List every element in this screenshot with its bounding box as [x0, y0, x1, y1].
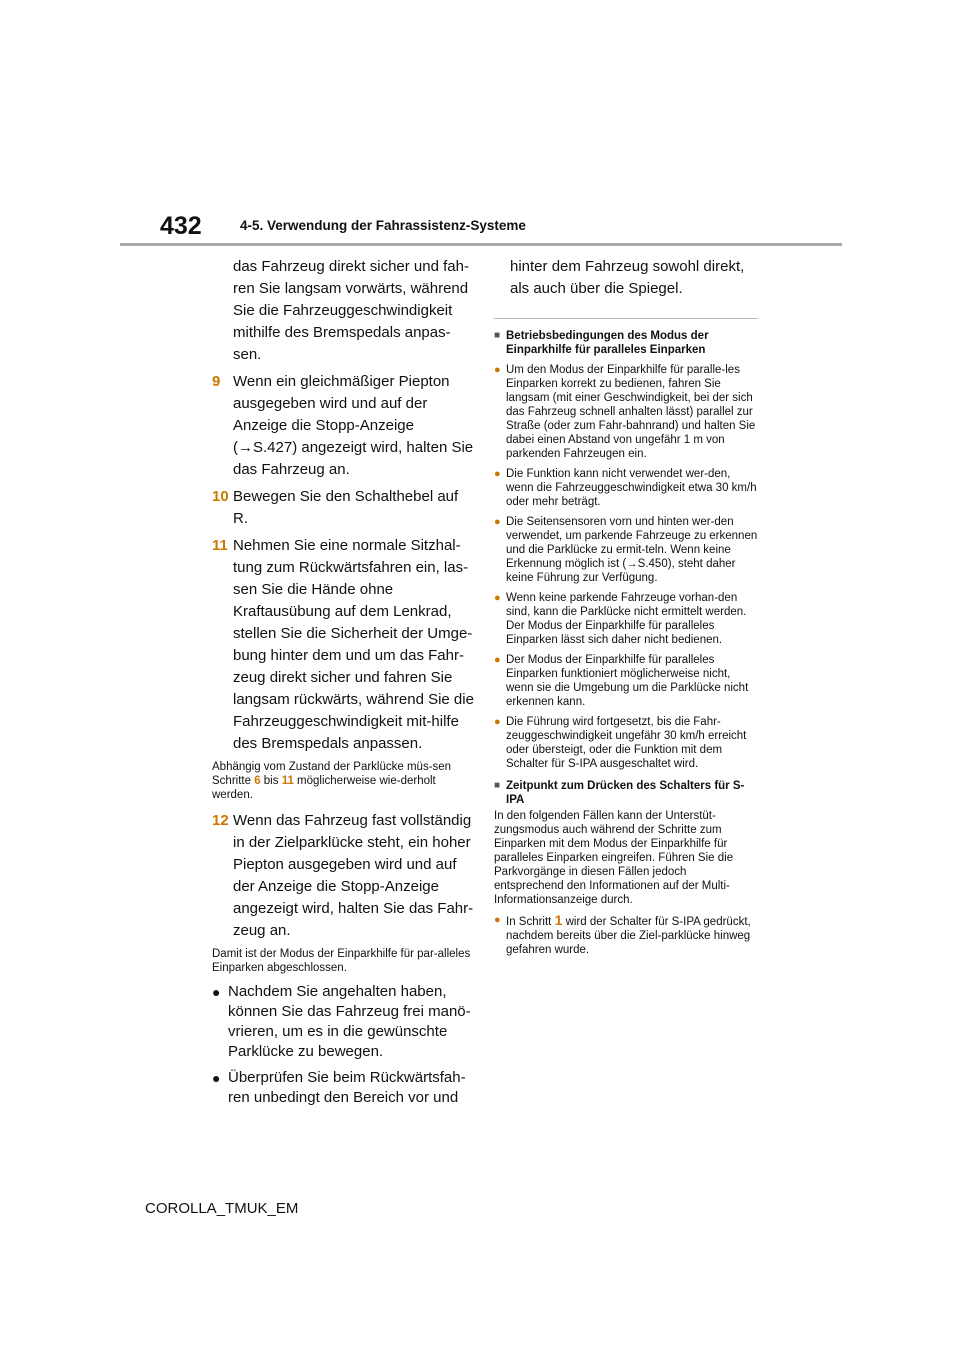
list-item: [494, 715, 758, 771]
bullet-icon: ●: [494, 516, 501, 528]
item-text: Die Führung wird fortgesetzt, bis die Fahr-zeuggeschwindigkeit ungefähr 30 km/h erreicht oder übersteigt, oder die Funktion mit dem Schalter für S-IPA ausgeschaltet wird.: [506, 716, 747, 770]
bullet-text: Überprüfen Sie beim Rückwärtsfah-ren unbedingt den Bereich vor und: [228, 1068, 466, 1106]
list-item: [494, 913, 758, 957]
step-ref: 11: [281, 774, 294, 787]
bullet-text: Nachdem Sie angehalten haben, können Sie das Fahrzeug frei manö-vrieren, um es in die gewünschte Parklücke zu bewegen.: [228, 982, 471, 1060]
bullet-icon: ●: [494, 716, 501, 728]
item-text: Um den Modus der Einparkhilfe für paralle-les Einparken korrekt zu bedienen, fahren Sie langsam (mit einer Geschwindigkeit, bei der sich das Fahrzeug schnell anhalten lässt) parallel zur Straße (oder zum Fahr-bahnrand) und halten Sie dabei einen Abstand von ungefähr 1 m von parkenden Fahrzeugen ein.: [506, 364, 756, 460]
note-text: Abhängig vom Zustand der Parklücke müs-sen Schritte: [212, 761, 452, 787]
step-number: 12: [212, 812, 229, 830]
completion-note: Damit ist der Modus der Einparkhilfe für par-alleles Einparken abgeschlossen.: [212, 948, 471, 975]
step-ref: 6: [254, 774, 261, 787]
item-text: Wenn keine parkende Fahrzeuge vorhan-den sind, kann die Parklücke nicht ermittelt werden. Der Modus der Einparkhilfe für paralleles Einparken lässt sich daher nicht bedienen.: [506, 592, 747, 646]
step-ref: 1: [554, 912, 563, 928]
divider: [494, 318, 758, 319]
header-divider: [120, 243, 842, 246]
step-text: Nehmen Sie eine normale Sitzhal-tung zum Rückwärtsfahren ein, las-sen Sie die Hände ohne Kraftausübung auf dem Lenkrad, stellen Sie die Sicherheit der Umge-bung hinter dem und um das Fahr-zeug direkt sicher und fahren Sie langsam rückwärts, während Sie die Fahrzeuggeschwindigkeit mit-hilfe des Bremspedals anpassen.: [233, 537, 474, 752]
step-10: [212, 486, 474, 530]
subheading-switch-timing: [494, 779, 758, 807]
step-12: [212, 810, 474, 942]
continued-text: hinter dem Fahrzeug sowohl direkt, als auch über die Spiegel.: [510, 258, 745, 297]
item-text: Die Funktion kann nicht verwendet wer-den, wenn die Fahrzeuggeschwindigkeit etwa 30 km/h oder mehr beträgt.: [506, 468, 757, 508]
step-number: 10: [212, 488, 229, 505]
square-icon: ■: [494, 780, 501, 791]
step-text: Wenn ein gleichmäßiger Piepton ausgegeben wird und auf der Anzeige die Stopp-Anzeige (→S.427) angezeigt wird, halten Sie das Fahrzeug an.: [233, 373, 474, 478]
intro-text: das Fahrzeug direkt sicher und fah-ren Sie langsam vorwärts, während Sie die Fahrzeuggeschwindigkeit mithilfe des Bremspedals anpas-sen.: [233, 258, 469, 363]
bullet-icon: ●: [212, 983, 221, 1000]
footer-code: COROLLA_TMUK_EM: [145, 1200, 299, 1217]
bullet-icon: ●: [494, 592, 501, 604]
page-number: 432: [160, 212, 202, 240]
subheading-text: Zeitpunkt zum Drücken des Schalters für S-IPA: [506, 780, 745, 806]
item-text: [506, 913, 758, 957]
list-item: [494, 591, 758, 647]
note-text: möglicherweise wie-derholt werden.: [212, 774, 436, 801]
list-item: [212, 1068, 474, 1108]
note-text: bis: [260, 774, 282, 787]
step-text: Bewegen Sie den Schalthebel auf R.: [233, 488, 459, 527]
repeat-note: [212, 761, 474, 802]
bullet-icon: ●: [494, 364, 501, 376]
section-title: 4-5. Verwendung der Fahrassistenz-Systeme: [240, 218, 526, 233]
bullet-icon: ●: [494, 914, 501, 926]
step-text: Wenn das Fahrzeug fast vollständig in der Zielparklücke steht, ein hoher Piepton ausgegeben wird und auf der Anzeige die Stopp-Anzeige angezeigt wird, halten Sie das Fahr-zeug an.: [233, 812, 474, 940]
item-text-post: wird der Schalter für S-IPA gedrückt, nachdem bereits über die Ziel-parklücke hinweg gefahren wurde.: [506, 916, 751, 956]
left-column: [212, 256, 474, 1108]
step-number: 9: [212, 373, 221, 390]
right-column: [494, 256, 758, 957]
list-item: [494, 653, 758, 709]
list-item: [212, 982, 474, 1062]
list-item: [494, 515, 758, 585]
step-11: [212, 535, 474, 755]
item-text: Der Modus der Einparkhilfe für paralleles Einparken funktioniert möglicherweise nicht, wenn sie die Umgebung um die Parklücke nicht erkennen kann.: [506, 654, 749, 708]
list-item: [494, 363, 758, 461]
subheading-text: Betriebsbedingungen des Modus der Einparkhilfe für paralleles Einparken: [506, 330, 709, 356]
item-text: Die Seitensensoren vorn und hinten wer-den verwendet, um parkende Fahrzeuge zu erkennen und die Parklücke zu ermit-teln. Wenn keine Erkennung möglich ist (→S.450), steht daher keine Führung zur Verfügung.: [506, 516, 758, 584]
bullet-icon: ●: [212, 1069, 221, 1086]
square-icon: ■: [494, 330, 501, 341]
step-9: [212, 371, 474, 481]
list-item: [494, 467, 758, 509]
bullet-icon: ●: [494, 654, 501, 666]
item-text-pre: In Schritt: [506, 916, 555, 928]
paragraph: In den folgenden Fällen kann der Unterstüt-zungsmodus auch während der Schritte zum Einparken mit dem Modus der Einparkhilfe für paralleles Einparken eingreifen. Führen Sie die Parkvorgänge in diesen Fällen jedoch entsprechend den Informationen auf der Multi-Informationsanzeige durch.: [494, 810, 734, 906]
step-number: 11: [212, 537, 228, 554]
bullet-icon: ●: [494, 468, 501, 480]
subheading-operating-conditions: [494, 329, 758, 357]
